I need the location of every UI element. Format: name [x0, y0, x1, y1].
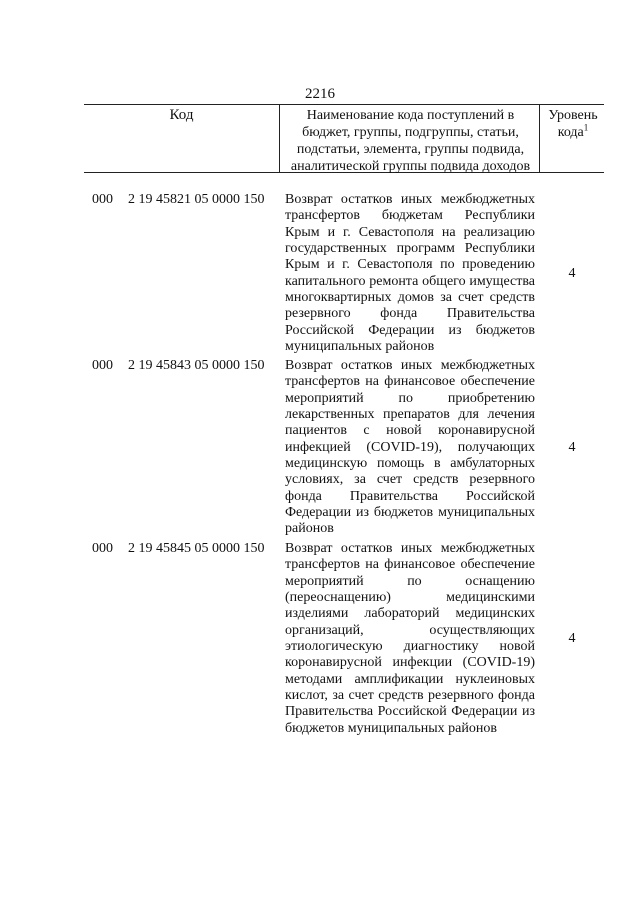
admin-code: 000 — [92, 541, 113, 556]
header-name: Наименование кода поступлений в бюджет, группы, подгруппы, статьи, подстатьи, элемента, группы подвида, аналитической группы подвида доходов — [290, 108, 531, 174]
income-code: 2 19 45845 05 0000 150 — [128, 541, 265, 556]
table-header — [84, 104, 604, 173]
income-level: 4 — [568, 631, 576, 646]
income-name: Возврат остатков иных межбюджетных трансфертов на финансовое обеспечение мероприятий по оснащению (переоснащению) медицинскими изделиями лабораторий медицинских организаций, осуществляющих этиологическую диагностику новой коронавирусной инфекции (COVID-19) методами амплификации нуклеиновых кислот, за счет средств резервного фонда Правительства Российской Федерации из бюджетов муниципальных районов — [285, 541, 535, 736]
income-name: Возврат остатков иных межбюджетных трансфертов на финансовое обеспечение мероприятий по приобретению лекарственных препаратов для лечения пациентов с новой коронавирусной инфекцией (COVID-19), получающих медицинскую помощь в амбулаторных условиях, за счет средств резервного фонда Правительства Российской Федерации из бюджетов муниципальных районов — [285, 358, 535, 537]
column-divider — [539, 105, 540, 172]
income-code: 2 19 45821 05 0000 150 — [128, 192, 265, 207]
header-level-footnote: 1 — [583, 122, 589, 133]
header-code: Код — [169, 107, 194, 123]
header-level — [543, 107, 603, 141]
header-level-label: Уровень кода — [548, 108, 598, 140]
income-level: 4 — [568, 440, 576, 455]
page-number: 2216 — [305, 86, 335, 102]
column-divider — [279, 105, 280, 172]
income-name: Возврат остатков иных межбюджетных трансфертов бюджетам Республики Крым и г. Севастополя на реализацию государственных программ Республики Крым и г. Севастополя по проведению капитального ремонта общего имущества многоквартирных домов за счет средств резервного фонда Правительства Российской Федерации из бюджетов муниципальных районов — [285, 192, 535, 355]
admin-code: 000 — [92, 192, 113, 207]
income-level: 4 — [568, 266, 576, 281]
admin-code: 000 — [92, 358, 113, 373]
income-code: 2 19 45843 05 0000 150 — [128, 358, 265, 373]
